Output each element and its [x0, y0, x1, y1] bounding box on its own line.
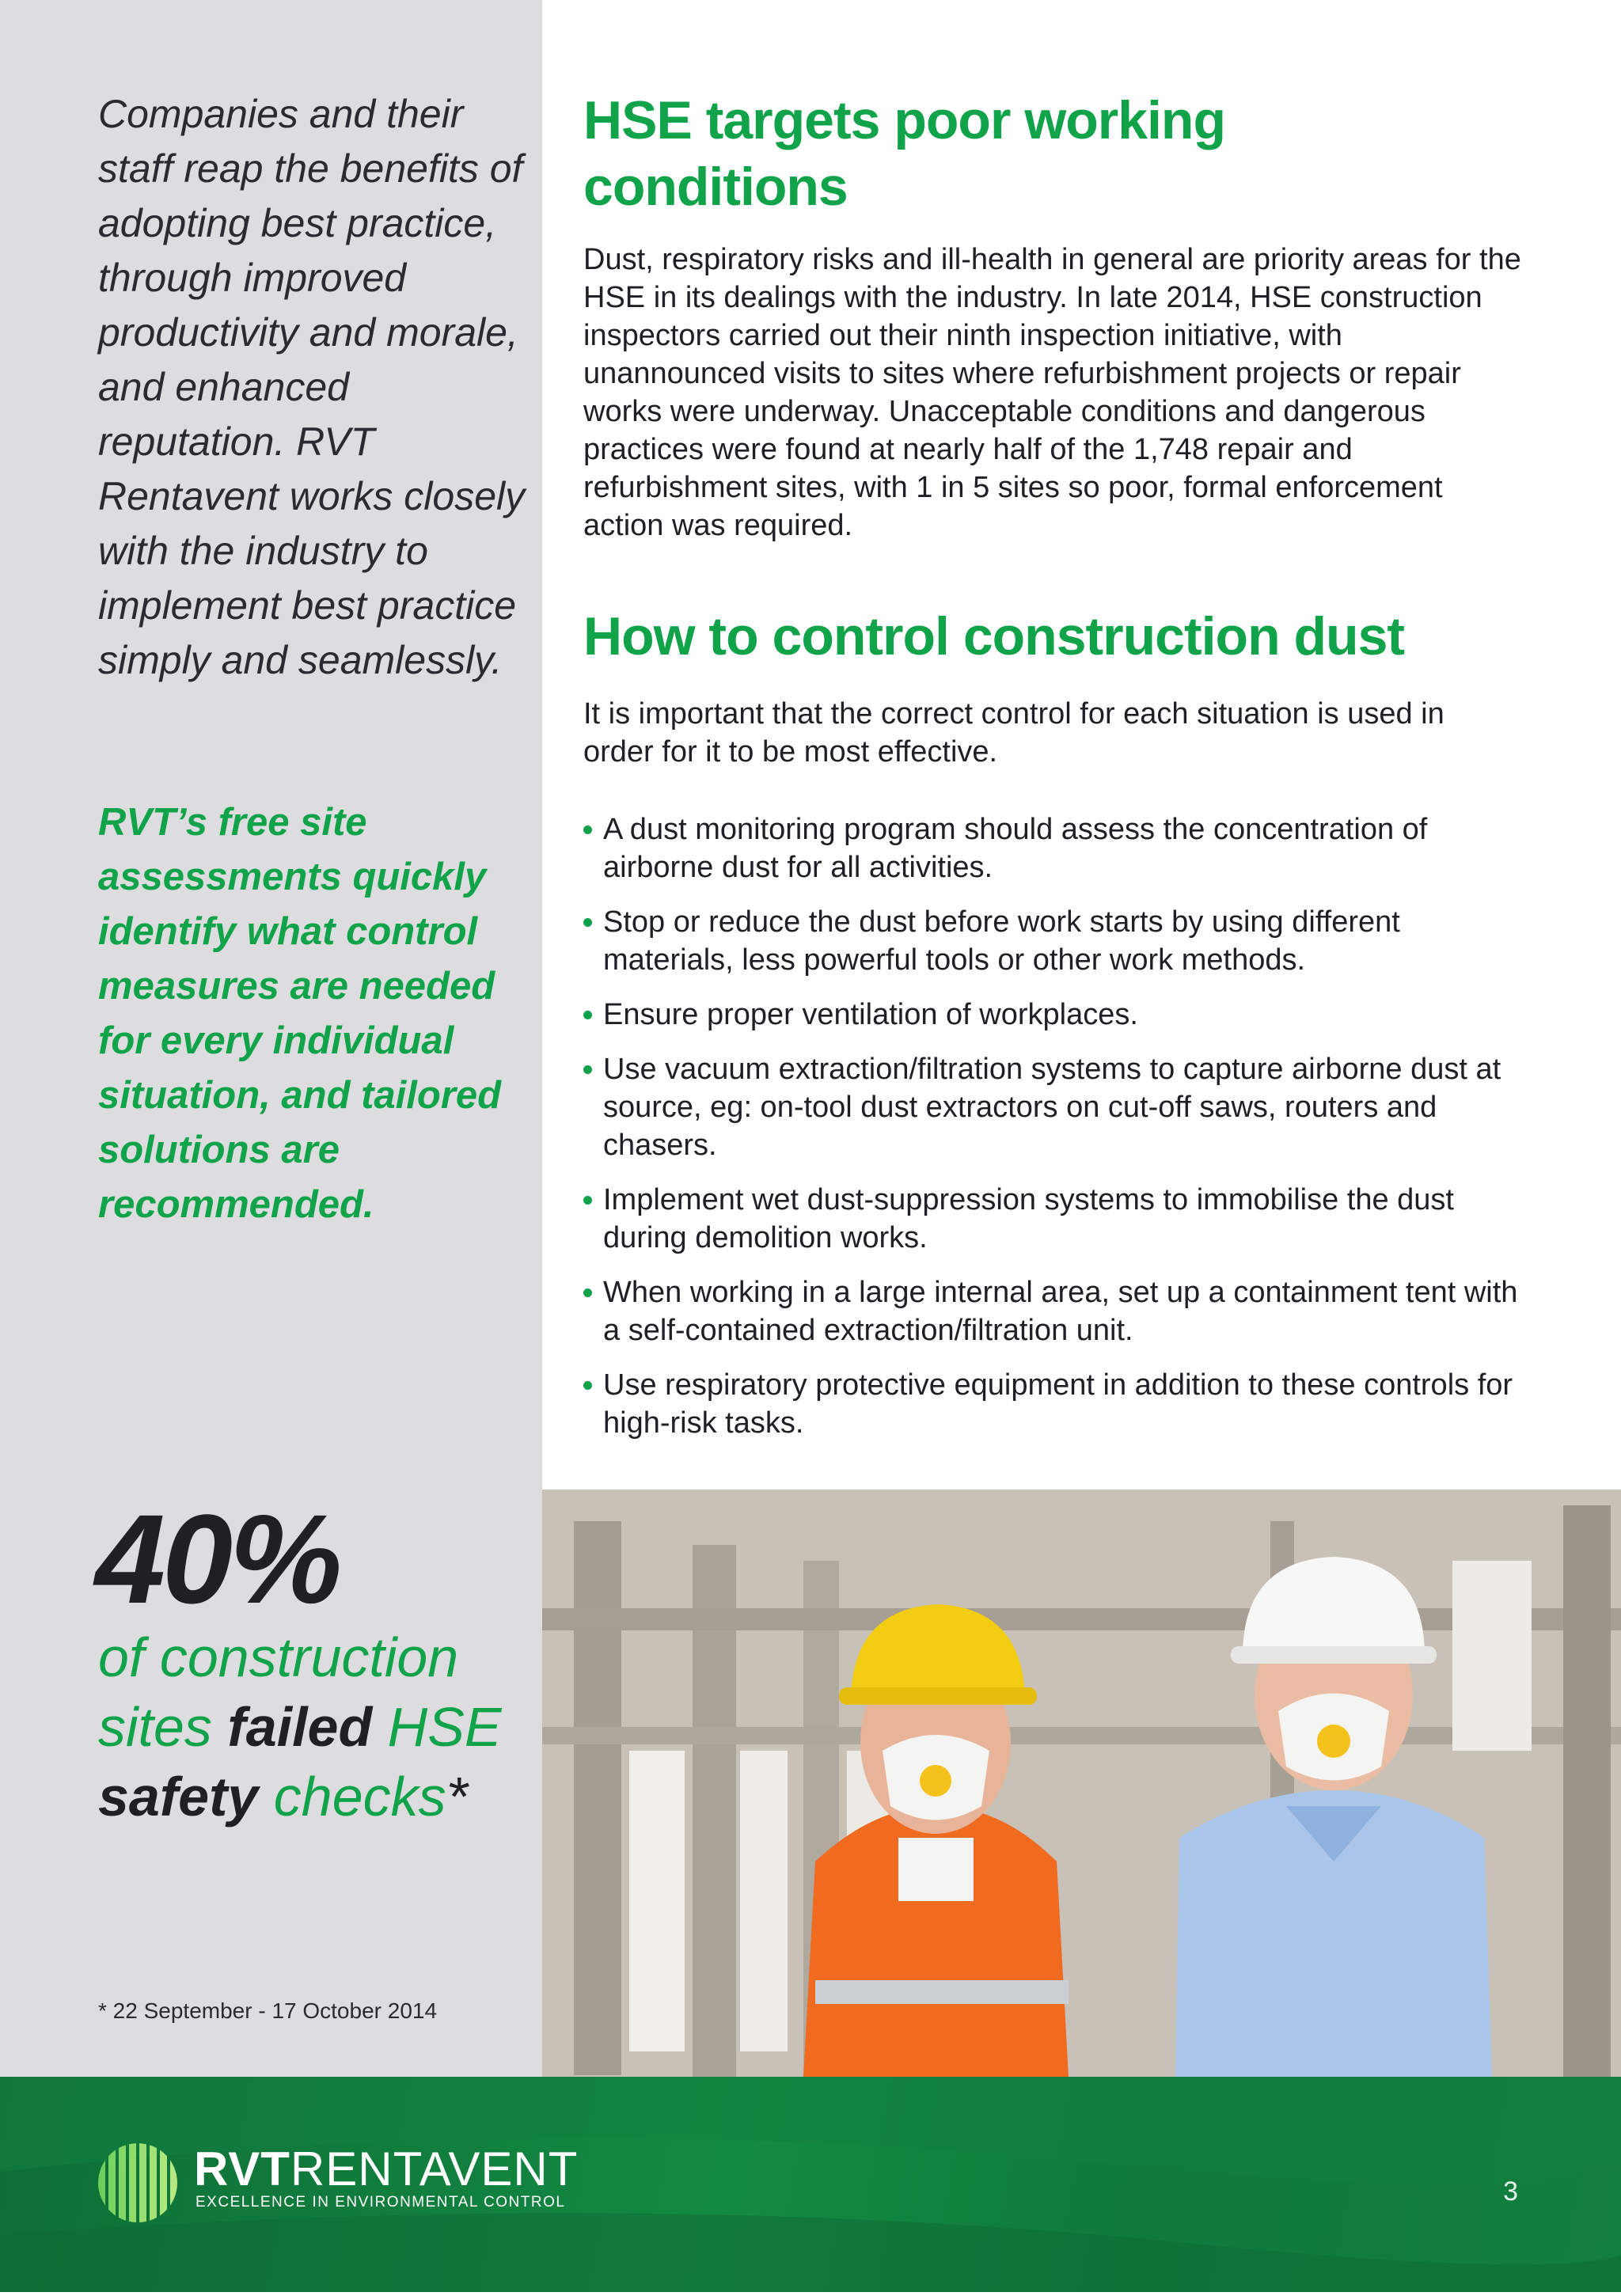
list-item: A dust monitoring program should assess the concentration of airborne dust for all activities.: [583, 810, 1533, 886]
list-item: Use vacuum extraction/filtration systems to capture airborne dust at source, eg: on-tool dust extractors on cut-off saws, routers and chasers.: [583, 1050, 1533, 1164]
page-number: 3: [1503, 2176, 1518, 2207]
workers-illustration: [542, 1490, 1621, 2077]
brand-tagline: EXCELLENCE IN ENVIRONMENTAL CONTROL: [196, 2194, 566, 2211]
brand-name-light: RENTAVENT: [290, 2142, 579, 2195]
footnote: * 22 September - 17 October 2014: [98, 1998, 438, 2023]
stat-caption: [98, 1622, 541, 1831]
brand-name-bold: RVT: [194, 2142, 290, 2195]
list-item: Implement wet dust-suppression systems to immobilise the dust during demolition works.: [583, 1181, 1533, 1257]
stat-text-2: failed: [227, 1696, 373, 1758]
list-item: When working in a large internal area, set up a containment tent with a self-contained extraction/filtration unit.: [583, 1273, 1533, 1349]
stat-text-5: checks: [273, 1766, 446, 1827]
list-item: Use respiratory protective equipment in addition to these controls for high-risk tasks.: [583, 1366, 1533, 1442]
stat-value: 40%: [95, 1488, 340, 1630]
stat-asterisk: *: [446, 1766, 468, 1827]
stat-text-4: safety: [98, 1766, 259, 1827]
stat-text-3: HSE: [387, 1696, 502, 1758]
brand-name: [194, 2143, 578, 2195]
bullet-list: [583, 810, 1533, 1459]
paragraph-hse: Dust, respiratory risks and ill-health in general are priority areas for the HSE in its dealings with the industry. In late 2014, HSE construction inspectors carried out their ninth inspection initiative, with unannounced visits to sites where refurbishment projects or repair works were underway. Unacceptable conditions and dangerous practices were found at nearly half of the 1,748 repair and refurbishment sites, with 1 in 5 sites so poor, formal enforcement action was required.: [583, 243, 1521, 542]
stat-text-1: of construction sites: [98, 1626, 459, 1758]
heading-hse-targets: HSE targets poor working conditions: [583, 90, 1225, 217]
heading-control-dust: How to control construction dust: [583, 606, 1405, 666]
list-item: Ensure proper ventilation of workplaces.: [583, 996, 1533, 1034]
sidebar-quote: Companies and their staff reap the benefits of adopting best practice, through improved productivity and morale, and enhanced reputation. RVT Rentavent works closely with the industry to implement best practice simply and seamlessly.: [98, 92, 526, 682]
paragraph-control-intro: It is important that the correct control for each situation is used in order for it to be most effective.: [583, 697, 1444, 768]
workers-photo: [542, 1490, 1621, 2077]
sidebar-highlight-quote: RVT’s free site assessments quickly identify what control measures are needed for every individual situation, and tailored solutions are recommended.: [98, 801, 502, 1226]
list-item: Stop or reduce the dust before work starts by using different materials, less powerful tools or other work methods.: [583, 903, 1533, 979]
